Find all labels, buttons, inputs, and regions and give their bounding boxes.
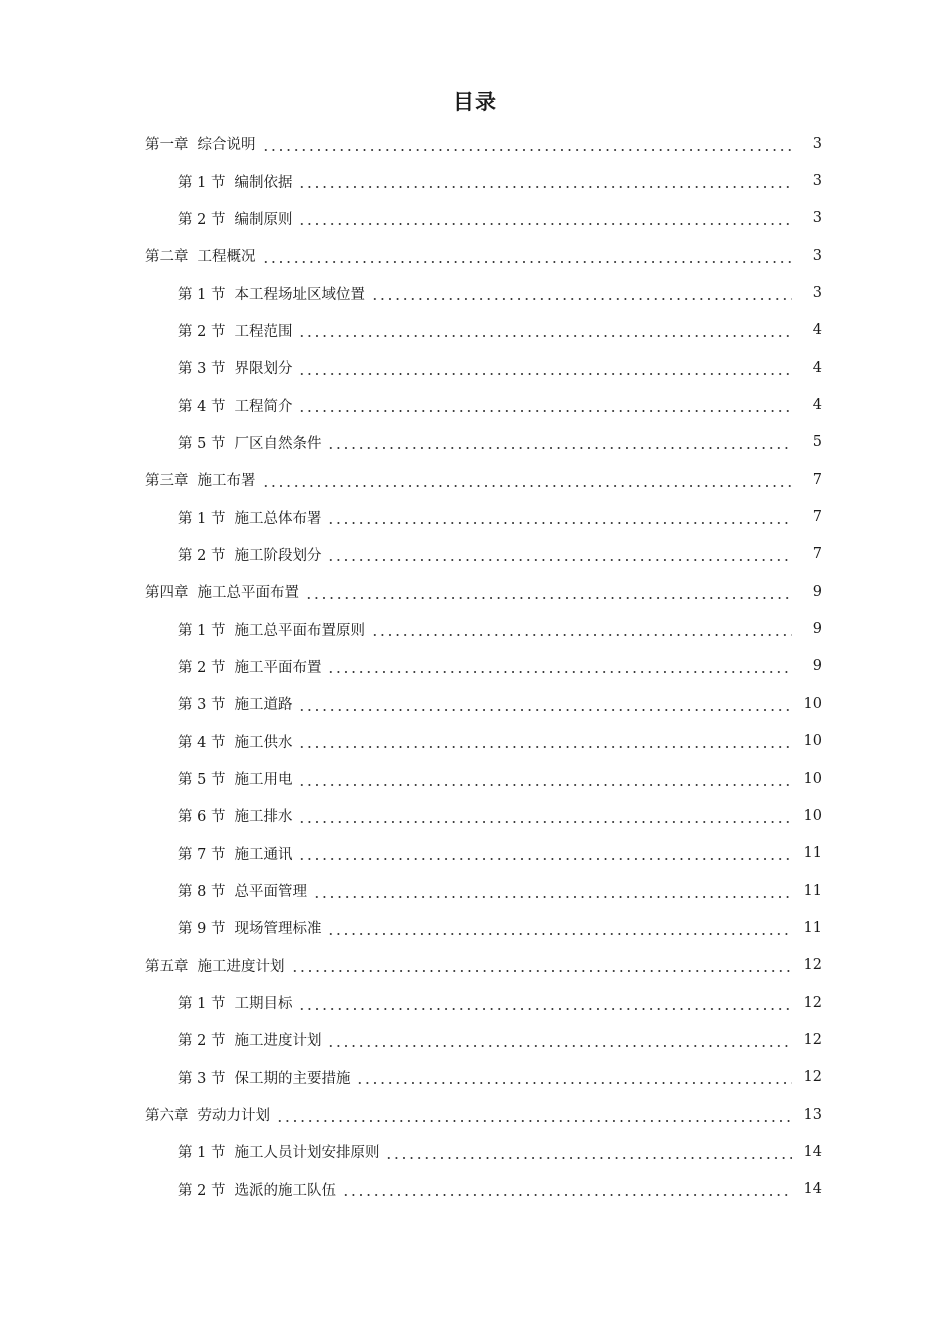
toc-entry-number: 第 4 节 (178, 734, 226, 751)
toc-section-entry[interactable] (0, 1021, 950, 1058)
toc-entry-title: 保工期的主要措施 (234, 1070, 351, 1087)
toc-entry-title: 施工进度计划 (234, 1033, 322, 1050)
toc-entry-page-number: 3 (812, 173, 822, 190)
toc-entry-title: 选派的施工队伍 (234, 1182, 336, 1199)
toc-entry-title: 厂区自然条件 (234, 435, 322, 452)
toc-section-entry[interactable] (0, 648, 950, 685)
toc-section-entry[interactable] (0, 162, 950, 199)
toc-entry-page-number: 5 (812, 434, 822, 451)
toc-section-entry[interactable] (0, 760, 950, 797)
toc-entry-number: 第 8 节 (178, 884, 226, 901)
toc-entry-page-number: 3 (812, 135, 822, 152)
toc-chapter-entry[interactable] (0, 125, 950, 162)
toc-entry-number: 第二章 (145, 249, 189, 266)
toc-chapter-entry[interactable] (0, 947, 950, 984)
toc-entry-number: 第 2 节 (178, 323, 226, 340)
dot-leader (298, 361, 792, 375)
toc-entry-number: 第 2 节 (178, 659, 226, 676)
toc-section-entry[interactable] (0, 1133, 950, 1170)
toc-entry-page-number: 10 (803, 770, 822, 787)
toc-chapter-entry[interactable] (0, 1096, 950, 1133)
toc-section-entry[interactable] (0, 984, 950, 1021)
dot-leader (356, 1070, 792, 1084)
dot-leader (262, 249, 793, 263)
toc-section-entry[interactable] (0, 200, 950, 237)
dot-leader (342, 1182, 792, 1196)
dot-leader (327, 659, 792, 673)
dot-leader (298, 809, 792, 823)
toc-entry-page-number: 12 (803, 1031, 822, 1048)
toc-entry-title: 施工平面布置 (234, 659, 322, 676)
dot-leader (385, 1145, 792, 1159)
toc-chapter-entry[interactable] (0, 237, 950, 274)
toc-section-entry[interactable] (0, 498, 950, 535)
toc-entry-number: 第 2 节 (178, 211, 226, 228)
dot-leader (298, 323, 792, 337)
dot-leader (371, 286, 792, 300)
toc-entry-number: 第 2 节 (178, 1182, 226, 1199)
toc-entry-number: 第 5 节 (178, 772, 226, 789)
toc-entry-page-number: 11 (803, 845, 822, 862)
dot-leader (327, 547, 792, 561)
dot-leader (262, 473, 793, 487)
toc-entry-number: 第 1 节 (178, 510, 226, 527)
toc-entry-title: 施工通讯 (234, 846, 293, 863)
toc-section-entry[interactable] (0, 424, 950, 461)
toc-section-entry[interactable] (0, 685, 950, 722)
toc-entry-title: 工期目标 (234, 996, 293, 1013)
toc-entry-title: 劳动力计划 (197, 1108, 270, 1125)
table-of-contents (0, 125, 950, 1208)
toc-entry-page-number: 10 (803, 807, 822, 824)
toc-entry-title: 施工用电 (234, 772, 293, 789)
toc-entry-number: 第 4 节 (178, 398, 226, 415)
dot-leader (291, 958, 793, 972)
dot-leader (298, 734, 792, 748)
toc-entry-title: 界限划分 (234, 361, 293, 378)
toc-entry-page-number: 4 (812, 359, 822, 376)
toc-chapter-entry[interactable] (0, 573, 950, 610)
toc-entry-title: 编制原则 (234, 211, 293, 228)
toc-entry-number: 第 3 节 (178, 697, 226, 714)
toc-entry-number: 第一章 (145, 137, 189, 154)
toc-entry-page-number: 3 (812, 247, 822, 264)
toc-entry-title: 现场管理标准 (234, 921, 322, 938)
toc-entry-page-number: 7 (812, 546, 822, 563)
toc-section-entry[interactable] (0, 909, 950, 946)
toc-entry-number: 第 1 节 (178, 622, 226, 639)
toc-entry-page-number: 11 (803, 882, 822, 899)
toc-entry-title: 施工总平面布置原则 (234, 622, 365, 639)
toc-entry-number: 第 3 节 (178, 361, 226, 378)
dot-leader (276, 1108, 792, 1122)
dot-leader (327, 921, 792, 935)
toc-entry-title: 施工进度计划 (197, 958, 285, 975)
toc-entry-number: 第三章 (145, 473, 189, 490)
toc-entry-page-number: 3 (812, 285, 822, 302)
toc-entry-page-number: 4 (812, 322, 822, 339)
toc-entry-title: 施工总体布署 (234, 510, 322, 527)
toc-entry-page-number: 13 (803, 1106, 822, 1123)
toc-entry-page-number: 14 (803, 1181, 822, 1198)
toc-entry-number: 第 5 节 (178, 435, 226, 452)
dot-leader (298, 398, 792, 412)
toc-entry-title: 综合说明 (197, 137, 256, 154)
toc-entry-title: 施工道路 (234, 697, 293, 714)
toc-entry-title: 施工布署 (197, 473, 256, 490)
toc-entry-number: 第 1 节 (178, 996, 226, 1013)
toc-section-entry[interactable] (0, 610, 950, 647)
toc-entry-number: 第 1 节 (178, 286, 226, 303)
toc-entry-title: 施工总平面布置 (197, 585, 299, 602)
dot-leader (262, 137, 793, 151)
toc-entry-number: 第 6 节 (178, 809, 226, 826)
toc-entry-number: 第 2 节 (178, 1033, 226, 1050)
toc-section-entry[interactable] (0, 274, 950, 311)
dot-leader (371, 622, 792, 636)
toc-entry-page-number: 11 (803, 919, 822, 936)
dot-leader (313, 884, 792, 898)
toc-entry-page-number: 12 (803, 1069, 822, 1086)
dot-leader (298, 846, 792, 860)
toc-entry-number: 第 1 节 (178, 1145, 226, 1162)
dot-leader (298, 996, 792, 1010)
toc-entry-page-number: 10 (803, 733, 822, 750)
dot-leader (327, 435, 792, 449)
dot-leader (298, 174, 792, 188)
toc-section-entry[interactable] (0, 1171, 950, 1208)
toc-section-entry[interactable] (0, 723, 950, 760)
dot-leader (327, 510, 792, 524)
dot-leader (327, 1033, 792, 1047)
dot-leader (298, 697, 792, 711)
dot-leader (305, 585, 792, 599)
toc-entry-number: 第 9 节 (178, 921, 226, 938)
toc-entry-number: 第 2 节 (178, 547, 226, 564)
toc-entry-page-number: 7 (812, 471, 822, 488)
toc-section-entry[interactable] (0, 872, 950, 909)
toc-entry-number: 第 3 节 (178, 1070, 226, 1087)
dot-leader (298, 772, 792, 786)
toc-entry-title: 施工供水 (234, 734, 293, 751)
toc-entry-page-number: 4 (812, 397, 822, 414)
toc-entry-page-number: 9 (812, 658, 822, 675)
toc-chapter-entry[interactable] (0, 461, 950, 498)
toc-entry-number: 第六章 (145, 1108, 189, 1125)
toc-section-entry[interactable] (0, 349, 950, 386)
toc-entry-page-number: 14 (803, 1143, 822, 1160)
toc-entry-number: 第 1 节 (178, 174, 226, 191)
toc-entry-title: 工程简介 (234, 398, 293, 415)
toc-title: 目录 (453, 90, 497, 114)
toc-entry-title: 编制依据 (234, 174, 293, 191)
toc-entry-page-number: 7 (812, 509, 822, 526)
toc-entry-page-number: 10 (803, 695, 822, 712)
toc-entry-page-number: 12 (803, 994, 822, 1011)
toc-section-entry[interactable] (0, 312, 950, 349)
toc-entry-page-number: 9 (812, 621, 822, 638)
toc-entry-number: 第五章 (145, 958, 189, 975)
toc-section-entry[interactable] (0, 386, 950, 423)
toc-entry-number: 第四章 (145, 585, 189, 602)
toc-entry-title: 施工人员计划安排原则 (234, 1145, 380, 1162)
toc-entry-title: 施工阶段划分 (234, 547, 322, 564)
toc-entry-title: 工程范围 (234, 323, 293, 340)
toc-entry-page-number: 9 (812, 583, 822, 600)
dot-leader (298, 211, 792, 225)
toc-section-entry[interactable] (0, 835, 950, 872)
toc-section-entry[interactable] (0, 1059, 950, 1096)
toc-entry-title: 本工程场址区域位置 (234, 286, 365, 303)
toc-entry-page-number: 12 (803, 957, 822, 974)
toc-entry-title: 总平面管理 (234, 884, 307, 901)
toc-entry-title: 施工排水 (234, 809, 293, 826)
toc-entry-number: 第 7 节 (178, 846, 226, 863)
toc-section-entry[interactable] (0, 536, 950, 573)
toc-entry-page-number: 3 (812, 210, 822, 227)
toc-section-entry[interactable] (0, 797, 950, 834)
toc-entry-title: 工程概况 (197, 249, 256, 266)
